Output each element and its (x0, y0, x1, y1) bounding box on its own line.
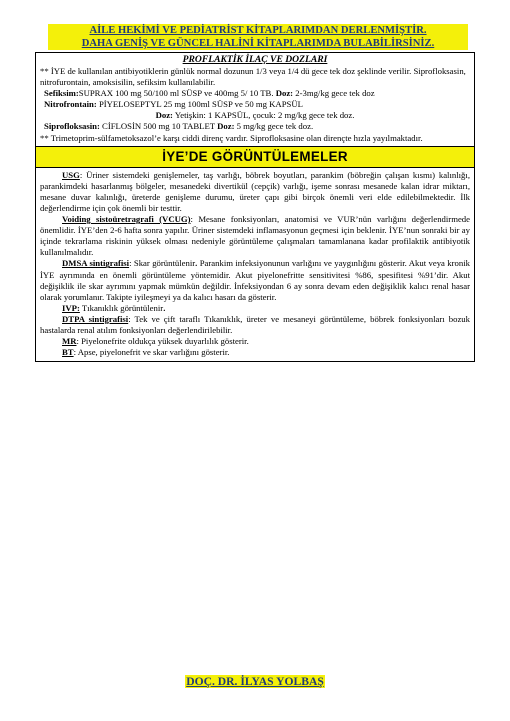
nitro-text: PİYELOSEPTYL 25 mg 100ml SÜSP ve 50 mg KAPSÜL (98, 99, 303, 110)
sipro-doz-label: Doz: (217, 121, 235, 132)
sefiksim-text: SUPRAX 100 mg 50/100 ml SÜSP ve 400mg 5/ 10 TB. (78, 88, 274, 99)
nitro-doz-label: Doz: (155, 110, 173, 121)
banner-line-2: DAHA GENİŞ VE GÜNCEL HALİNİ KİTAPLARIMDA BULABİLİRSİNİZ. (81, 38, 435, 49)
banner-line-1: AİLE HEKİMİ VE PEDİATRİST KİTAPLARIMDAN DERLENMİŞTİR. (89, 25, 427, 36)
author-name: DOÇ. DR. İLYAS YOLBAŞ (186, 675, 324, 688)
usg-label: USG (62, 169, 80, 180)
usg-paragraph (40, 170, 470, 214)
dmsa-text-2: Parankim infeksiyonunun varlığını ve yaygınlığını gösterir. Akut veya kronik İYE ayrımında en önemli görüntüleme yöntemidir. Akut piyelonefritte sensitivitesi %86, spesifitesi %91’dir. Akut değişiklik ile skar ayrımını yapmak mümkün değildir. İnfeksiyondan 6 ay sonra devam eden değişiklik kalıcı renal hasar olarak yorumlanır. Takipte iyileşmeyi ya da kalıcı hasarı da gösterir. (40, 258, 470, 302)
dtpa-label: DTPA sintigrafisi (62, 313, 129, 324)
dmsa-text-1: : Skar görüntülenir (129, 258, 196, 269)
nitro-label: Nitrofrontain: (44, 99, 97, 110)
sefiksim-row (36, 88, 474, 99)
ivp-label: IVP: (62, 302, 80, 313)
sipro-text: CİFLOSİN 500 mg 10 TABLET (102, 121, 215, 132)
sipro-label: Siprofloksasin: (44, 121, 100, 132)
usg-text: : Üriner sistemdeki genişlemeler, taş varlığı, böbrek boyutları, parankim (böbreğin çalışan kısmı) kalınlığı, parankimdeki hasarlanmış bölgeler, mesanedeki divertikül (cepçik) varlığı, işeme sonrası mesanede kalan idrar miktarı, mesane duvar kalınlığı, üreterde genişleme durumu, üreter çapı gibi birçok önemli veri elde edilebilmektedir. İlk değerlendirme için çok önemli bir testtir. (40, 169, 470, 213)
nitro-doz-row (36, 110, 474, 121)
content-box (35, 52, 475, 362)
ivp-paragraph: IVP: Tıkanıklık görüntülenir. (62, 302, 166, 313)
nitro-doz: Yetişkin: 1 KAPSÜL, çocuk: 2 mg/kg gece tek doz. (174, 110, 355, 121)
sefiksim-doz-label: Doz: (275, 88, 294, 99)
vcug-text: : Mesane fonksiyonları, anatomisi ve VUR’nün varlığını değerlendirmede önemlidir. İYE’den 2-6 hafta sonra yapılır. Üriner sistemdeki inflamasyonun geçmesi için beklenir. İYE’nun sonraki bir ay içinde tekrarlama riskinin yüksek olması nedeniyle görüntüleme çalışmaları tamamlanana kadar profilaktik antibiyotik kullanılmalıdır. (40, 214, 471, 258)
bt-label: BT (62, 347, 74, 358)
prophylaxis-title: PROFLAKTİK İLAÇ VE DOZLARI (182, 54, 328, 65)
ivp-text: Tıkanıklık görüntülenir (79, 302, 164, 313)
vcug-label: Voiding sistoüretragrafi (VCUG) (62, 214, 191, 225)
imaging-body (36, 168, 474, 362)
footer (0, 672, 510, 690)
imaging-title: İYE’DE GÖRÜNTÜLEMELER (36, 146, 474, 168)
prophylaxis-warning: ** Trimetoprim-sülfametoksazol’e karşı ciddi direnç vardır. Siprofloksasine olan dirençte hızla yayılmaktadır. (40, 132, 423, 143)
dtpa-text: : Tek ve çift taraflı Tıkanıklık, üreter ve mesaneyi görüntüleme, böbrek fonksiyonları bozuk hastalarda renal atılım fonksiyonları değerlendirilebilir. (40, 313, 470, 335)
vcug-paragraph (40, 214, 470, 258)
prophylaxis-intro: ** İYE de kullanılan antibiyotiklerin günlük normal dozunun 1/3 veya 1/4 dü gece tek doz şeklinde verilir. Siprofloksasin, nitrofurontain, amoksisilin, sefiksim kullanılabilir. (40, 66, 466, 88)
mr-text: : Piyelonefrite oldukça yüksek duyarlılık gösterir. (76, 336, 249, 347)
sipro-doz: 5 mg/kg gece tek doz. (236, 121, 314, 132)
bt-text: : Apse, piyelonefrit ve skar varlığını gösterir. (73, 347, 230, 358)
dmsa-bold-1: . (195, 258, 200, 269)
nitro-row (36, 99, 474, 110)
mr-paragraph (40, 336, 470, 347)
dmsa-label: DMSA sintigrafisi (62, 258, 130, 269)
sefiksim-doz: 2-3mg/kg gece tek doz (295, 88, 375, 99)
dmsa-paragraph (40, 258, 470, 302)
header-banner (48, 24, 468, 50)
mr-label: MR (62, 336, 77, 347)
dtpa-paragraph (40, 314, 470, 336)
bt-paragraph (40, 347, 470, 358)
sipro-row (36, 121, 474, 132)
sefiksim-label: Sefiksim: (44, 88, 79, 99)
